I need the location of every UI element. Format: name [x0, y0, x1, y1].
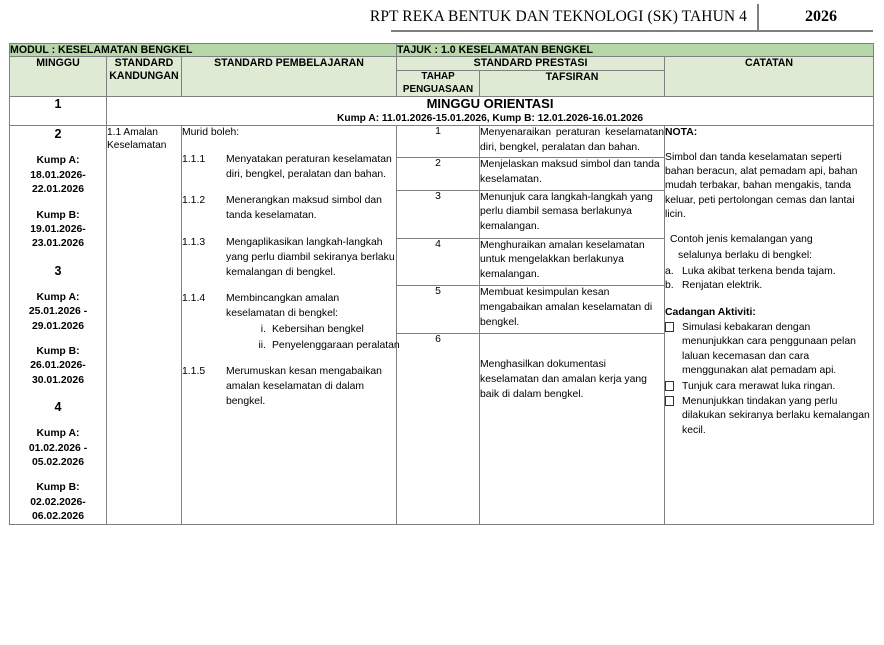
week-date-range: Kump B: 02.02.2026- 06.02.2026	[30, 482, 86, 523]
catatan-example-item	[665, 265, 873, 279]
modul-cell: MODUL : KESELAMATAN BENGKEL	[10, 44, 397, 57]
minggu-cell	[10, 126, 107, 525]
catatan-examples-list	[665, 265, 873, 294]
week-date-range: Kump A: 25.01.2026 - 29.01.2026	[28, 291, 88, 332]
col-header-standard-pembelajaran: STANDARD PEMBELAJARAN	[182, 57, 397, 97]
subitem-text: Kebersihan bengkel	[272, 323, 364, 335]
tafsiran-value: Menunjuk cara langkah-langkah yang perlu diambil semasa berlakunya kemalangan.	[480, 190, 665, 238]
box-bullet-icon	[665, 321, 682, 378]
col-header-minggu: MINGGU	[10, 57, 107, 97]
week-date-range: Kump B: 19.01.2026- 23.01.2026	[30, 209, 86, 250]
catatan-activity-item	[665, 395, 873, 438]
orientation-row	[10, 96, 874, 125]
activity-text: Menunjukkan tindakan yang perlu dilakukan sekiranya berlaku kemalangan kecil.	[682, 395, 870, 436]
tajuk-cell: TAJUK : 1.0 KESELAMATAN BENGKEL	[397, 44, 874, 57]
activity-text: Tunjuk cara merawat luka ringan.	[682, 380, 836, 392]
learning-standard-code: 1.1.4	[182, 293, 206, 305]
learning-standard-item	[182, 153, 396, 183]
content-row	[10, 126, 874, 158]
catatan-activities-list	[665, 321, 873, 438]
example-text: Luka akibat terkena benda tajam.	[682, 266, 836, 278]
tafsiran-value: Menjelaskan maksud simbol dan tanda keselamatan.	[480, 158, 665, 190]
learning-standard-item	[182, 365, 396, 409]
example-marker: b.	[665, 280, 674, 292]
subitem-marker: ii.	[258, 339, 266, 351]
banner-row	[10, 44, 874, 57]
activity-text: Simulasi kebakaran dengan menunjukkan cara penggunaan pelan laluan kecemasan dan cara menggunakan alat pemadam api.	[682, 322, 856, 377]
col-header-standard-prestasi: STANDARD PRESTASI	[397, 57, 665, 71]
col-header-catatan: CATATAN	[665, 57, 874, 97]
week-date-range: Kump B: 26.01.2026- 30.01.2026	[30, 345, 86, 386]
tafsiran-value: Membuat kesimpulan kesan mengabaikan amalan keselamatan di bengkel.	[480, 286, 665, 334]
subitem-text: Penyelenggaraan peralatan	[272, 339, 400, 351]
orientation-week-number: 1	[10, 96, 107, 125]
week-date-range: Kump A: 01.02.2026 - 05.02.2026	[28, 428, 88, 468]
catatan-activity-item	[665, 321, 873, 378]
example-marker: a.	[665, 266, 674, 278]
learning-standard-text: Mengaplikasikan langkah-langkah yang perlu diambil sekiranya berlaku kemalangan di bengkel.	[226, 237, 395, 278]
rpt-table-container	[0, 34, 884, 525]
learning-standard-item	[182, 292, 400, 353]
learning-standard-text: Membincangkan amalan keselamatan di bengkel: i. Kebersihan bengkel ii. Penyelenggaraan peralatan	[226, 292, 400, 353]
box-bullet-icon	[665, 380, 682, 394]
example-text: Renjatan elektrik.	[682, 280, 763, 292]
standard-pembelajaran-cell	[182, 126, 400, 525]
rpt-table	[9, 43, 874, 525]
col-header-standard-kandungan: STANDARD KANDUNGAN	[107, 57, 182, 97]
catatan-examples-lead-2: selalunya berlaku di bengkel:	[678, 249, 813, 261]
column-header-row-1	[10, 57, 874, 71]
page-header	[0, 0, 884, 34]
learning-standard-subitem	[226, 323, 400, 338]
learning-standard-code: 1.1.2	[182, 195, 206, 207]
catatan-examples-lead-1: Contoh jenis kemalangan yang	[670, 234, 813, 246]
standard-kandungan-cell: 1.1 Amalan Keselamatan	[107, 126, 182, 525]
tafsiran-value: Menyenaraikan peraturan keselamatan diri, bengkel, peralatan dan bahan.	[480, 126, 665, 158]
learning-standard-text: Merumuskan kesan mengabaikan amalan keselamatan di dalam bengkel.	[226, 366, 382, 407]
week-date-range: Kump A: 18.01.2026- 22.01.2026	[30, 155, 86, 196]
orientation-title: MINGGU ORIENTASI	[426, 95, 554, 111]
tahap-penguasaan-value: 6	[397, 334, 480, 525]
week-number: 2	[54, 127, 62, 142]
page-title: RPT REKA BENTUK DAN TEKNOLOGI (SK) TAHUN 4	[369, 8, 747, 25]
tafsiran-value: Menghasilkan dokumentasi keselamatan dan amalan kerja yang baik di dalam bengkel.	[480, 334, 665, 525]
catatan-cell	[665, 126, 874, 525]
catatan-activity-item	[665, 380, 873, 394]
tahap-penguasaan-value: 4	[397, 238, 480, 286]
catatan-example-item	[665, 279, 873, 293]
learning-standard-item	[182, 194, 396, 224]
subitem-marker: i.	[260, 323, 266, 335]
pembelajaran-intro: Murid boleh:	[182, 127, 240, 139]
orientation-content	[107, 96, 874, 125]
col-header-tahap-penguasaan: TAHAP PENGUASAAN	[397, 71, 480, 97]
tahap-penguasaan-value: 2	[397, 158, 480, 190]
header-year: 2026	[805, 8, 837, 25]
tahap-penguasaan-value: 1	[397, 126, 480, 158]
tahap-penguasaan-value: 5	[397, 286, 480, 334]
learning-standard-code: 1.1.5	[182, 366, 206, 378]
learning-standard-text: Menerangkan maksud simbol dan tanda keselamatan.	[226, 195, 382, 222]
catatan-paragraph: Simbol dan tanda keselamatan seperti bahan beracun, alat pemadam api, bahan mudah terbakar, bahan mengakis, tanda keluar, peti pertolongan cemas dan lantai licin.	[665, 151, 858, 220]
week-number: 4	[54, 399, 62, 414]
week-number: 3	[54, 263, 62, 278]
catatan-heading: NOTA:	[665, 127, 698, 139]
header-rule	[391, 30, 873, 32]
learning-standard-item	[182, 236, 396, 280]
learning-standard-text: Menyatakan peraturan keselamatan diri, bengkel, peralatan dan bahan.	[226, 153, 392, 180]
header-divider	[757, 4, 759, 30]
learning-standard-code: 1.1.3	[182, 237, 206, 248]
orientation-subtitle: Kump A: 11.01.2026-15.01.2026, Kump B: 12.01.2026-16.01.2026	[337, 112, 644, 124]
pembelajaran-list	[182, 153, 400, 410]
col-header-tafsiran: TAFSIRAN	[480, 71, 665, 97]
tafsiran-value: Menghuraikan amalan keselamatan untuk mengelakkan berlakunya kemalangan.	[480, 238, 665, 286]
tahap-penguasaan-value: 3	[397, 190, 480, 238]
box-bullet-icon	[665, 395, 682, 438]
learning-standard-subitem	[226, 339, 400, 354]
learning-standard-code: 1.1.1	[182, 153, 206, 165]
catatan-activities-heading: Cadangan Aktiviti:	[665, 306, 756, 318]
